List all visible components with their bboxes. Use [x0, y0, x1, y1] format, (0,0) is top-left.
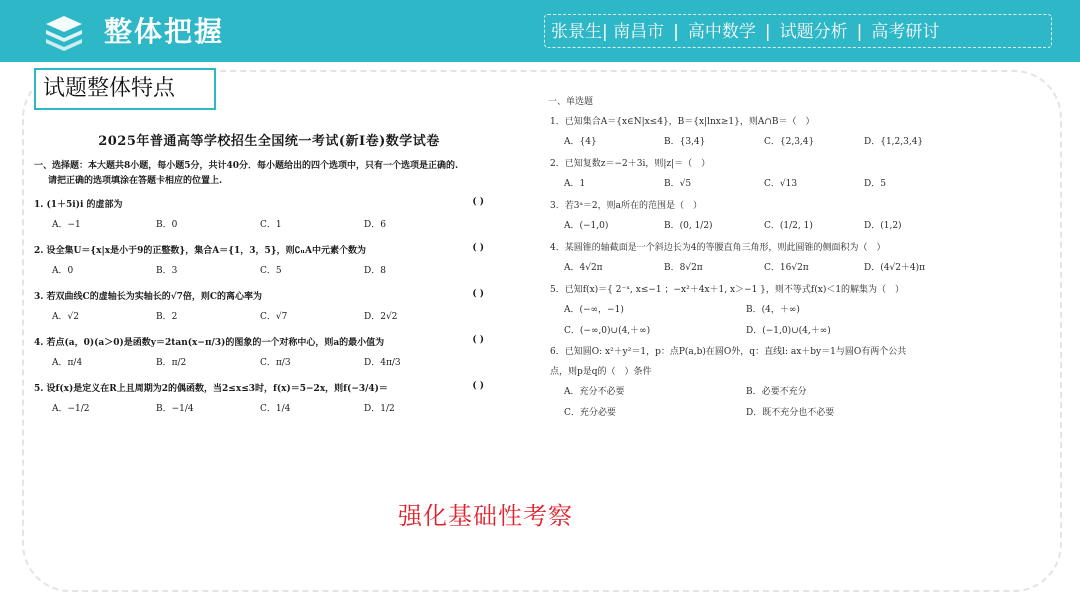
option-row	[34, 263, 504, 279]
question-stem: 6．已知圆O: x²＋y²＝1，p：点P(a,b)在圆O外，q：直线l: ax＋by＝1与圆O有两个公共	[550, 347, 907, 357]
option: B．√5	[664, 179, 692, 189]
option-row	[548, 219, 968, 233]
exam-paper-left	[34, 130, 504, 420]
option: D．(1,2)	[864, 221, 902, 231]
option-row	[548, 135, 968, 149]
option-row	[548, 261, 968, 275]
option: D．1/2	[364, 404, 395, 414]
question-item	[34, 243, 504, 259]
instruction-line: 一、选择题：本大题共8小题，每小题5分，共计40分．每小题给出的四个选项中，只有一个选项是正确的.	[34, 161, 459, 171]
breadcrumb-topic: 试题分析	[779, 22, 848, 42]
option-row	[548, 385, 968, 399]
option: B．8√2π	[664, 263, 703, 273]
breadcrumb-separator: |	[856, 22, 863, 42]
option: D．(4√2＋4)π	[864, 263, 926, 273]
option: A．√2	[52, 312, 79, 322]
option: C．1	[260, 220, 282, 230]
option: C．16√2π	[764, 263, 809, 273]
answer-paren: ( )	[472, 335, 484, 345]
question-stem: 2. 设全集U＝{x|x是小于9的正整数}，集合A＝{1，3，5}，则∁ᵤA中元素个数为	[34, 246, 366, 256]
breadcrumb-separator: |	[673, 22, 679, 42]
option-row	[34, 401, 504, 417]
question-item	[34, 381, 504, 397]
option: B．3	[156, 266, 178, 276]
option: B．{3,4}	[664, 137, 706, 147]
option: C．充分必要	[564, 408, 616, 418]
option: D．4π/3	[364, 358, 401, 368]
section-heading: 一、单选题	[548, 97, 594, 107]
option: C．(−∞,0)∪(4,＋∞)	[564, 326, 651, 336]
option: D．5	[864, 179, 886, 189]
option: B．2	[156, 312, 178, 322]
answer-paren: ( )	[472, 243, 484, 253]
option: C．5	[260, 266, 282, 276]
option: C．1/4	[260, 404, 291, 414]
page-title: 整体把握	[104, 15, 225, 48]
option-row	[34, 217, 504, 233]
question-stem: 2．已知复数z＝−2＋3i，则|z|＝（ ）	[550, 159, 711, 169]
option-row	[34, 309, 504, 325]
option: D．2√2	[364, 312, 398, 322]
option: C．(1/2, 1)	[764, 221, 813, 231]
option: A．充分不必要	[564, 387, 625, 397]
option: A．4√2π	[564, 263, 603, 273]
exam-title: 2025年普通高等学校招生全国统一考试(新Ⅰ卷)数学试卷	[98, 134, 440, 149]
question-list	[34, 197, 504, 417]
question-stem: 点，则p是q的（ ）条件	[550, 367, 652, 377]
answer-paren: ( )	[472, 289, 484, 299]
option: A．0	[52, 266, 74, 276]
option-row	[548, 324, 968, 338]
answer-paren: ( )	[472, 197, 484, 207]
exam-paper-right	[548, 94, 968, 464]
question-list	[548, 115, 968, 420]
option-row	[548, 303, 968, 317]
option-row	[548, 177, 968, 191]
breadcrumb	[544, 14, 1052, 48]
question-item	[34, 289, 504, 305]
option: C．√13	[764, 179, 798, 189]
option: A．1	[564, 179, 586, 189]
question-item	[34, 197, 504, 213]
option: A．−1/2	[52, 404, 90, 414]
question-stem: 4. 若点(a，0)(a＞0)是函数y＝2tan(x−π/3)的图象的一个对称中心，则a的最小值为	[34, 338, 385, 348]
option: B．(4，＋∞)	[746, 305, 800, 315]
option: D．{1,2,3,4}	[864, 137, 924, 147]
question-stem: 5．已知f(x)＝{ 2⁻ˣ, x≤−1 ；−x²＋4x＋1, x＞−1 }，则不等式f(x)＜1的解集为（ ）	[550, 285, 905, 295]
option: D．6	[364, 220, 386, 230]
option: A．−1	[52, 220, 81, 230]
option: D．既不充分也不必要	[746, 408, 835, 418]
option: C．{2,3,4}	[764, 137, 815, 147]
question-stem: 4．某圆锥的轴截面是一个斜边长为4的等腰直角三角形，则此圆锥的侧面积为（ ）	[550, 243, 886, 253]
emphasis-caption: 强化基础性考察	[398, 502, 573, 530]
option: B．π/2	[156, 358, 187, 368]
breadcrumb-separator: |	[764, 22, 771, 42]
option: C．π/3	[260, 358, 291, 368]
option: D．(−1,0)∪(4,＋∞)	[746, 326, 831, 336]
layers-stack-icon	[42, 10, 86, 54]
option: A．π/4	[52, 358, 83, 368]
answer-paren: ( )	[472, 381, 484, 391]
option: A．(−1,0)	[564, 221, 609, 231]
question-stem: 1．已知集合A＝{x∈N|x≤4}，B＝{x|lnx≥1}，则A∩B＝（ ）	[550, 117, 815, 127]
option-row	[34, 355, 504, 371]
question-stem: 3．若3ᵃ＝2，则a所在的范围是（ ）	[550, 201, 703, 211]
breadcrumb-author: 张景生| 南昌市	[551, 22, 665, 42]
section-tag: 试题整体特点	[34, 68, 216, 110]
question-stem: 1. (1＋5i)i 的虚部为	[34, 200, 123, 210]
option: B．0	[156, 220, 178, 230]
question-stem: 5. 设f(x)是定义在R上且周期为2的偶函数，当2≤x≤3时，f(x)＝5−2x，则f(−3/4)＝	[34, 384, 388, 394]
option: B．−1/4	[156, 404, 194, 414]
breadcrumb-research: 高考研讨	[871, 22, 940, 42]
option: B．必要不充分	[746, 387, 807, 397]
option: B．(0, 1/2)	[664, 221, 713, 231]
breadcrumb-subject: 高中数学	[687, 22, 756, 42]
header-bar	[0, 0, 1080, 62]
option: D．8	[364, 266, 386, 276]
exam-instructions	[34, 159, 504, 189]
option: A．(−∞，−1)	[564, 305, 624, 315]
option: A．{4}	[564, 137, 597, 147]
option-row	[548, 406, 968, 420]
question-item	[34, 335, 504, 351]
option: C．√7	[260, 312, 288, 322]
question-stem: 3. 若双曲线C的虚轴长为实轴长的√7倍，则C的离心率为	[34, 292, 263, 302]
instruction-line: 请把正确的选项填涂在答题卡相应的位置上.	[48, 176, 223, 186]
